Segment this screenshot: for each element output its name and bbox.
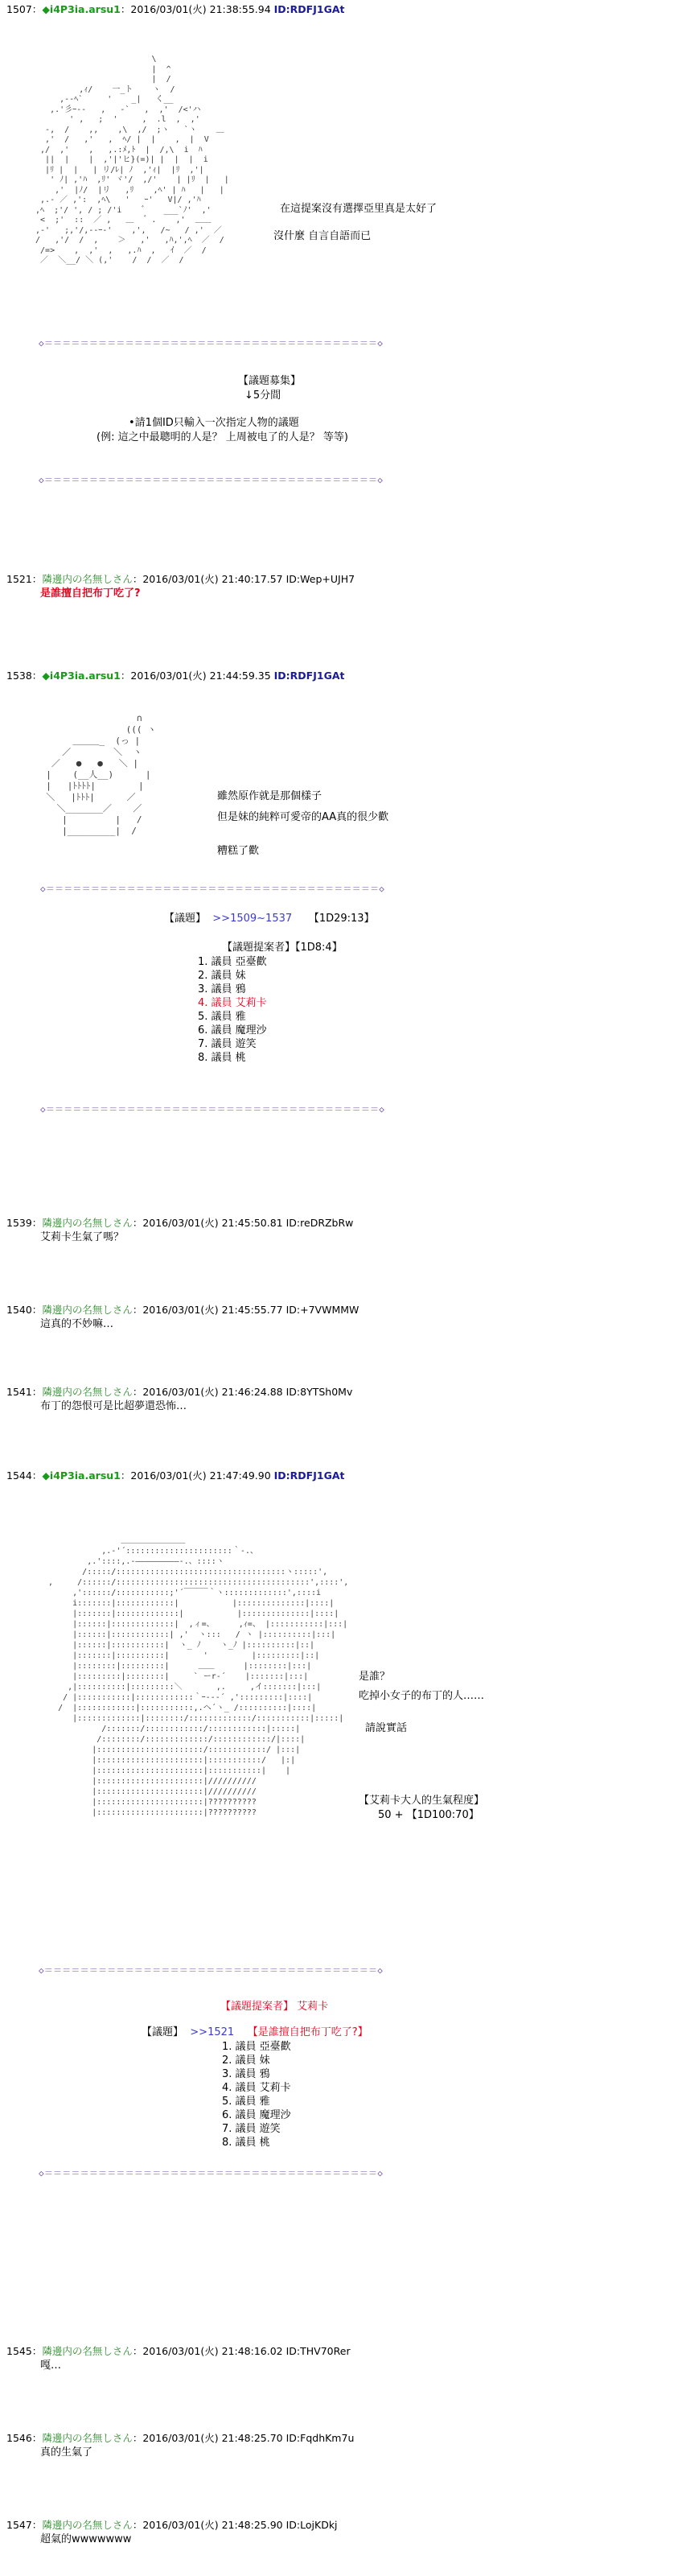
ascii-art: ＿＿＿＿＿＿＿＿ ,.‐'´::::::::::::::::::::::｀‐.、 ,.'::::,.-―――――――――-.、::::ヽ /:::::/:::::::::::::::::::::::::::::::::::ヽ:::::', , /::::::/::::::::::::::::::::::::::::::::::::::::',::::', ,'::::::/:::::::::::;'´￣￣￣｀ヽ:::::::::::::',::::i i:::::::|::::::::::::| |::::::::::::::|::::| |:::::::|:::::::::::::| |::::::::::::::|::::| |::::::|:::::::::::::| ,ィ=、 ,ｨ=、 |:::::::::::|:::| |::::::|::::::::::::| ,' ヽ::: / ヽ |::::::::::|:::| |::::::|:::::::::::| ヽ_ ﾉ ヽ_ﾉ |::::::::::|::| |:::::::|::::::::::| ' |:::::::::|::| |::::::::|:::::::::| ＿＿ |::::::::|:::| |:::::::::|::::::::| ` ーr‐´ |:::::::|:::| ,|::::::::::|:::::::::＼ ,. ,イ:::::::|:::| / |:::::::::::|::::::::::::｀ｰ--‐´ ,':::::::::|::::| / |::::::::::::|:::::::::::,.ヘ´ヽ_ /::::::::::|::::| |:::::::::::::|::::::::/:::::::::::::/:::::::::::|:::::| /:::::::/::::::::::::/::::::::::::|:::::| /::::::::/:::::::::::::/::::::::::::/|::::| |::::::::::::::::::::::/::::::::::::/ |:::| |::::::::::::::::::::::|:::::::::::/ |:| |::::::::::::::::::::::|:::::::::::| | |::::::::::::::::::::::|////////// |::::::::::::::::::::::|////////// |::::::::::::::::::::::|?????????? |::::::::::::::::::::::|?????????? xyxy=(48,1536,349,1817)
post-number: 1521： xyxy=(6,573,43,585)
poster-id[interactable]: ID:Wep+UJH7 xyxy=(285,573,355,585)
topic-line xyxy=(164,913,375,925)
poster-id[interactable]: ID:8YTSh0Mv xyxy=(285,1386,353,1398)
post-body: 這真的不妙嘛… xyxy=(40,1318,114,1330)
list-title: 【議題提案者】【1D8:4】 xyxy=(222,942,343,954)
post-header xyxy=(6,3,344,16)
divider: ◇＝＝＝＝＝＝＝＝＝＝＝＝＝＝＝＝＝＝＝＝＝＝＝＝＝＝＝＝＝＝＝＝＝＝＝＝＝◇ xyxy=(39,1965,384,1976)
post-number: 1544： xyxy=(6,1469,43,1482)
side-text: 在這提案沒有選擇亞里真是太好了 xyxy=(280,203,437,215)
post-header xyxy=(6,670,344,682)
side-text: 吃掉小女子的布丁的人…… xyxy=(359,1690,485,1702)
poster-id[interactable]: ID:RDFJ1GAt xyxy=(273,3,345,15)
topic-line xyxy=(142,2026,368,2039)
poster-name[interactable]: 隣邊内の名無しさん xyxy=(42,1386,133,1398)
side-text: 沒什麼 自言自語而已 xyxy=(273,230,372,242)
ascii-art: \ | ^ | / ,ｨ/ 一_ト ヽ / ,--ﾍ` ' _| く__ ,.'彡ｰ-- , -` , ,' /<'ハ ' , ; ' , .l , ,' -, / ,, ,\ ,/ ;ヽ `ヽ ＿ ,' / ,' , ﾍ/ | | , | V ,/ ,' , ,.:ﾒ,ﾄ | /,\ i ﾊ || | | ,'|'ヒ}(=)| | | | i |ﾘ | | | リ/ﾚ| ﾉ ,'ｨ| |ﾘ ,'| ' ﾉ| ,'ﾊ ,ﾘ' ヾ'/ ,/' | |ﾘ | | ,' |ﾉ/ |リ ,ﾘ ,ﾍ' | ﾊ | | ,.- ／ ,': ,ﾍ\ ' ｰ' V|/ ,'ﾊ ,ﾍ ;'/ ', / ; /'i ゛ ___`ﾉ' ,' < ;' :: ／ , ＿ ゛. ,' ＿＿ ,‐' ;,'/,--ｰ-' ,', /~ / ,' ／ / ,'/ / , ＞ ,' ,ﾊ,',ﾍ ／ / /=> , ,' , ,.ﾊ , ｲ ／ / ／ ＼__/ ＼ (,' / / ／ / xyxy=(35,55,229,265)
poster-name[interactable]: 隣邊内の名無しさん xyxy=(42,2345,133,2357)
post-header xyxy=(6,2519,338,2532)
list-item: 6. 議員 魔理沙 xyxy=(222,2109,291,2121)
divider: ◇＝＝＝＝＝＝＝＝＝＝＝＝＝＝＝＝＝＝＝＝＝＝＝＝＝＝＝＝＝＝＝＝＝＝＝＝＝◇ xyxy=(39,338,384,348)
topic-time: ↓5分間 xyxy=(244,389,281,402)
list-item: 6. 議員 魔理沙 xyxy=(198,1024,267,1037)
dice-result: 【1D29:13】 xyxy=(308,913,375,925)
post-body: 真的生氣了 xyxy=(40,2446,93,2459)
post-date: ：2016/03/01(火) 21:45:50.81 xyxy=(132,1217,283,1229)
post-header xyxy=(6,2432,354,2445)
topic-example: (例: 這之中最聰明的人是？ 上周被电了的人是？ 等等) xyxy=(97,431,348,443)
post-number: 1546： xyxy=(6,2432,43,2444)
post-body: 超氣的wwwwwww xyxy=(40,2533,132,2545)
post-date: ：2016/03/01(火) 21:46:24.88 xyxy=(132,1386,283,1398)
poster-id[interactable]: ID:THV70Rer xyxy=(285,2345,351,2357)
post-header xyxy=(6,1469,344,1482)
divider: ◇＝＝＝＝＝＝＝＝＝＝＝＝＝＝＝＝＝＝＝＝＝＝＝＝＝＝＝＝＝＝＝＝＝＝＝＝＝◇ xyxy=(40,884,385,894)
poster-name[interactable]: 隣邊内の名無しさん xyxy=(42,1304,133,1316)
post-header xyxy=(6,2345,351,2358)
poster-id[interactable]: ID:FqdhKm7u xyxy=(285,2432,355,2444)
side-text: 但是妹的純粹可愛帝的AA真的很少歡 xyxy=(217,811,389,823)
post-date: ：2016/03/01(火) 21:48:16.02 xyxy=(132,2345,283,2357)
post-header xyxy=(6,1304,359,1317)
list-item: 4. 議員 艾莉卡 xyxy=(198,997,267,1009)
list-item: 3. 議員 鴉 xyxy=(198,983,246,995)
post-header xyxy=(6,1386,352,1399)
list-item: 5. 議員 雅 xyxy=(198,1011,246,1023)
list-item: 7. 議員 遊笑 xyxy=(222,2123,281,2135)
post-number: 1507： xyxy=(6,3,43,15)
post-number: 1538： xyxy=(6,670,43,682)
post-header xyxy=(6,573,355,586)
divider: ◇＝＝＝＝＝＝＝＝＝＝＝＝＝＝＝＝＝＝＝＝＝＝＝＝＝＝＝＝＝＝＝＝＝＝＝＝＝◇ xyxy=(39,2168,384,2178)
side-text: 是誰？ xyxy=(359,1671,391,1683)
topic-label: 【議題】 xyxy=(164,913,207,925)
topic-question: 【是誰擅自把布丁吃了?】 xyxy=(247,2026,368,2038)
post-header xyxy=(6,1217,353,1230)
post-number: 1545： xyxy=(6,2345,43,2357)
side-text: 雖然原作就是那個樣子 xyxy=(217,790,322,802)
post-body: 嘎… xyxy=(40,2360,62,2372)
list-item: 8. 議員 桃 xyxy=(222,2137,270,2149)
post-number: 1539： xyxy=(6,1217,43,1229)
list-item: 1. 議員 亞臺歡 xyxy=(222,2041,291,2053)
post-body: 艾莉卡生氣了嗎？ xyxy=(40,1231,125,1243)
poster-name[interactable]: ◆i4P3ia.arsu1 xyxy=(42,3,121,15)
post-number: 1540： xyxy=(6,1304,43,1316)
list-item: 1. 議員 亞臺歡 xyxy=(198,956,267,968)
side-text: 糟糕了歡 xyxy=(217,845,260,857)
poster-id[interactable]: ID:RDFJ1GAt xyxy=(273,1469,345,1482)
poster-name[interactable]: 隣邊内の名無しさん xyxy=(42,2519,133,2531)
post-body: 布丁的怨恨可是比超夢還恐怖… xyxy=(40,1400,187,1412)
list-item: 3. 議員 鴉 xyxy=(222,2068,270,2080)
post-date: ：2016/03/01(火) 21:40:17.57 xyxy=(132,573,283,585)
anger-dice: 50 + 【1D100:70】 xyxy=(378,1809,479,1821)
poster-name[interactable]: ◆i4P3ia.arsu1 xyxy=(42,1469,121,1482)
post-number: 1541： xyxy=(6,1386,43,1398)
list-item: 2. 議員 妹 xyxy=(198,970,246,982)
post-date: ：2016/03/01(火) 21:48:25.90 xyxy=(132,2519,283,2531)
side-text: 請說實話 xyxy=(365,1722,408,1734)
poster-id[interactable]: ID:reDRZbRw xyxy=(285,1217,354,1229)
proposer: 【議題提案者】 艾莉卡 xyxy=(220,2001,329,2013)
poster-name[interactable]: 隣邊内の名無しさん xyxy=(42,2432,133,2444)
anchor-link[interactable]: >>1521 xyxy=(190,2026,235,2038)
poster-name[interactable]: ◆i4P3ia.arsu1 xyxy=(42,670,121,682)
poster-id[interactable]: ID:RDFJ1GAt xyxy=(273,670,345,682)
topic-desc: •請1個ID只輸入一次指定人物的議題 xyxy=(129,417,299,429)
poster-id[interactable]: ID:LojKDkj xyxy=(285,2519,338,2531)
post-date: ：2016/03/01(火) 21:44:59.35 xyxy=(120,670,271,682)
topic-label: 【議題】 xyxy=(142,2026,184,2038)
list-item: 5. 議員 雅 xyxy=(222,2096,270,2108)
post-date: ：2016/03/01(火) 21:38:55.94 xyxy=(120,3,271,15)
divider: ◇＝＝＝＝＝＝＝＝＝＝＝＝＝＝＝＝＝＝＝＝＝＝＝＝＝＝＝＝＝＝＝＝＝＝＝＝＝◇ xyxy=(40,1104,385,1115)
poster-name[interactable]: 隣邊内の名無しさん xyxy=(42,573,133,585)
post-date: ：2016/03/01(火) 21:47:49.90 xyxy=(120,1469,271,1482)
divider: ◇＝＝＝＝＝＝＝＝＝＝＝＝＝＝＝＝＝＝＝＝＝＝＝＝＝＝＝＝＝＝＝＝＝＝＝＝＝◇ xyxy=(39,475,384,485)
poster-name[interactable]: 隣邊内の名無しさん xyxy=(42,1217,133,1229)
anger-title: 【艾莉卡大人的生氣程度】 xyxy=(359,1795,485,1807)
poster-id[interactable]: ID:+7VWMMW xyxy=(285,1304,359,1316)
list-item: 8. 議員 桃 xyxy=(198,1052,246,1064)
post-date: ：2016/03/01(火) 21:48:25.70 xyxy=(132,2432,283,2444)
list-item: 2. 議員 妹 xyxy=(222,2055,270,2067)
list-item: 7. 議員 遊笑 xyxy=(198,1038,257,1050)
topic-title: 【議題募集】 xyxy=(238,375,302,387)
post-date: ：2016/03/01(火) 21:45:55.77 xyxy=(132,1304,283,1316)
anchor-link[interactable]: >>1509~1537 xyxy=(212,913,293,925)
ascii-art: ∩ ((( ヽ ＿＿＿_ (っ | ／ ＼ ヽ ／ ● ● ＼ | | (__人__) | | |ﾄﾄﾄﾄ| | ＼ |ﾄﾄﾄ| ／ ＼_______／ ／ | | / |_________| / xyxy=(46,713,157,836)
list-item: 4. 議員 艾莉卡 xyxy=(222,2082,291,2094)
post-number: 1547： xyxy=(6,2519,43,2531)
post-body: 是誰擅自把布丁吃了? xyxy=(40,587,141,600)
